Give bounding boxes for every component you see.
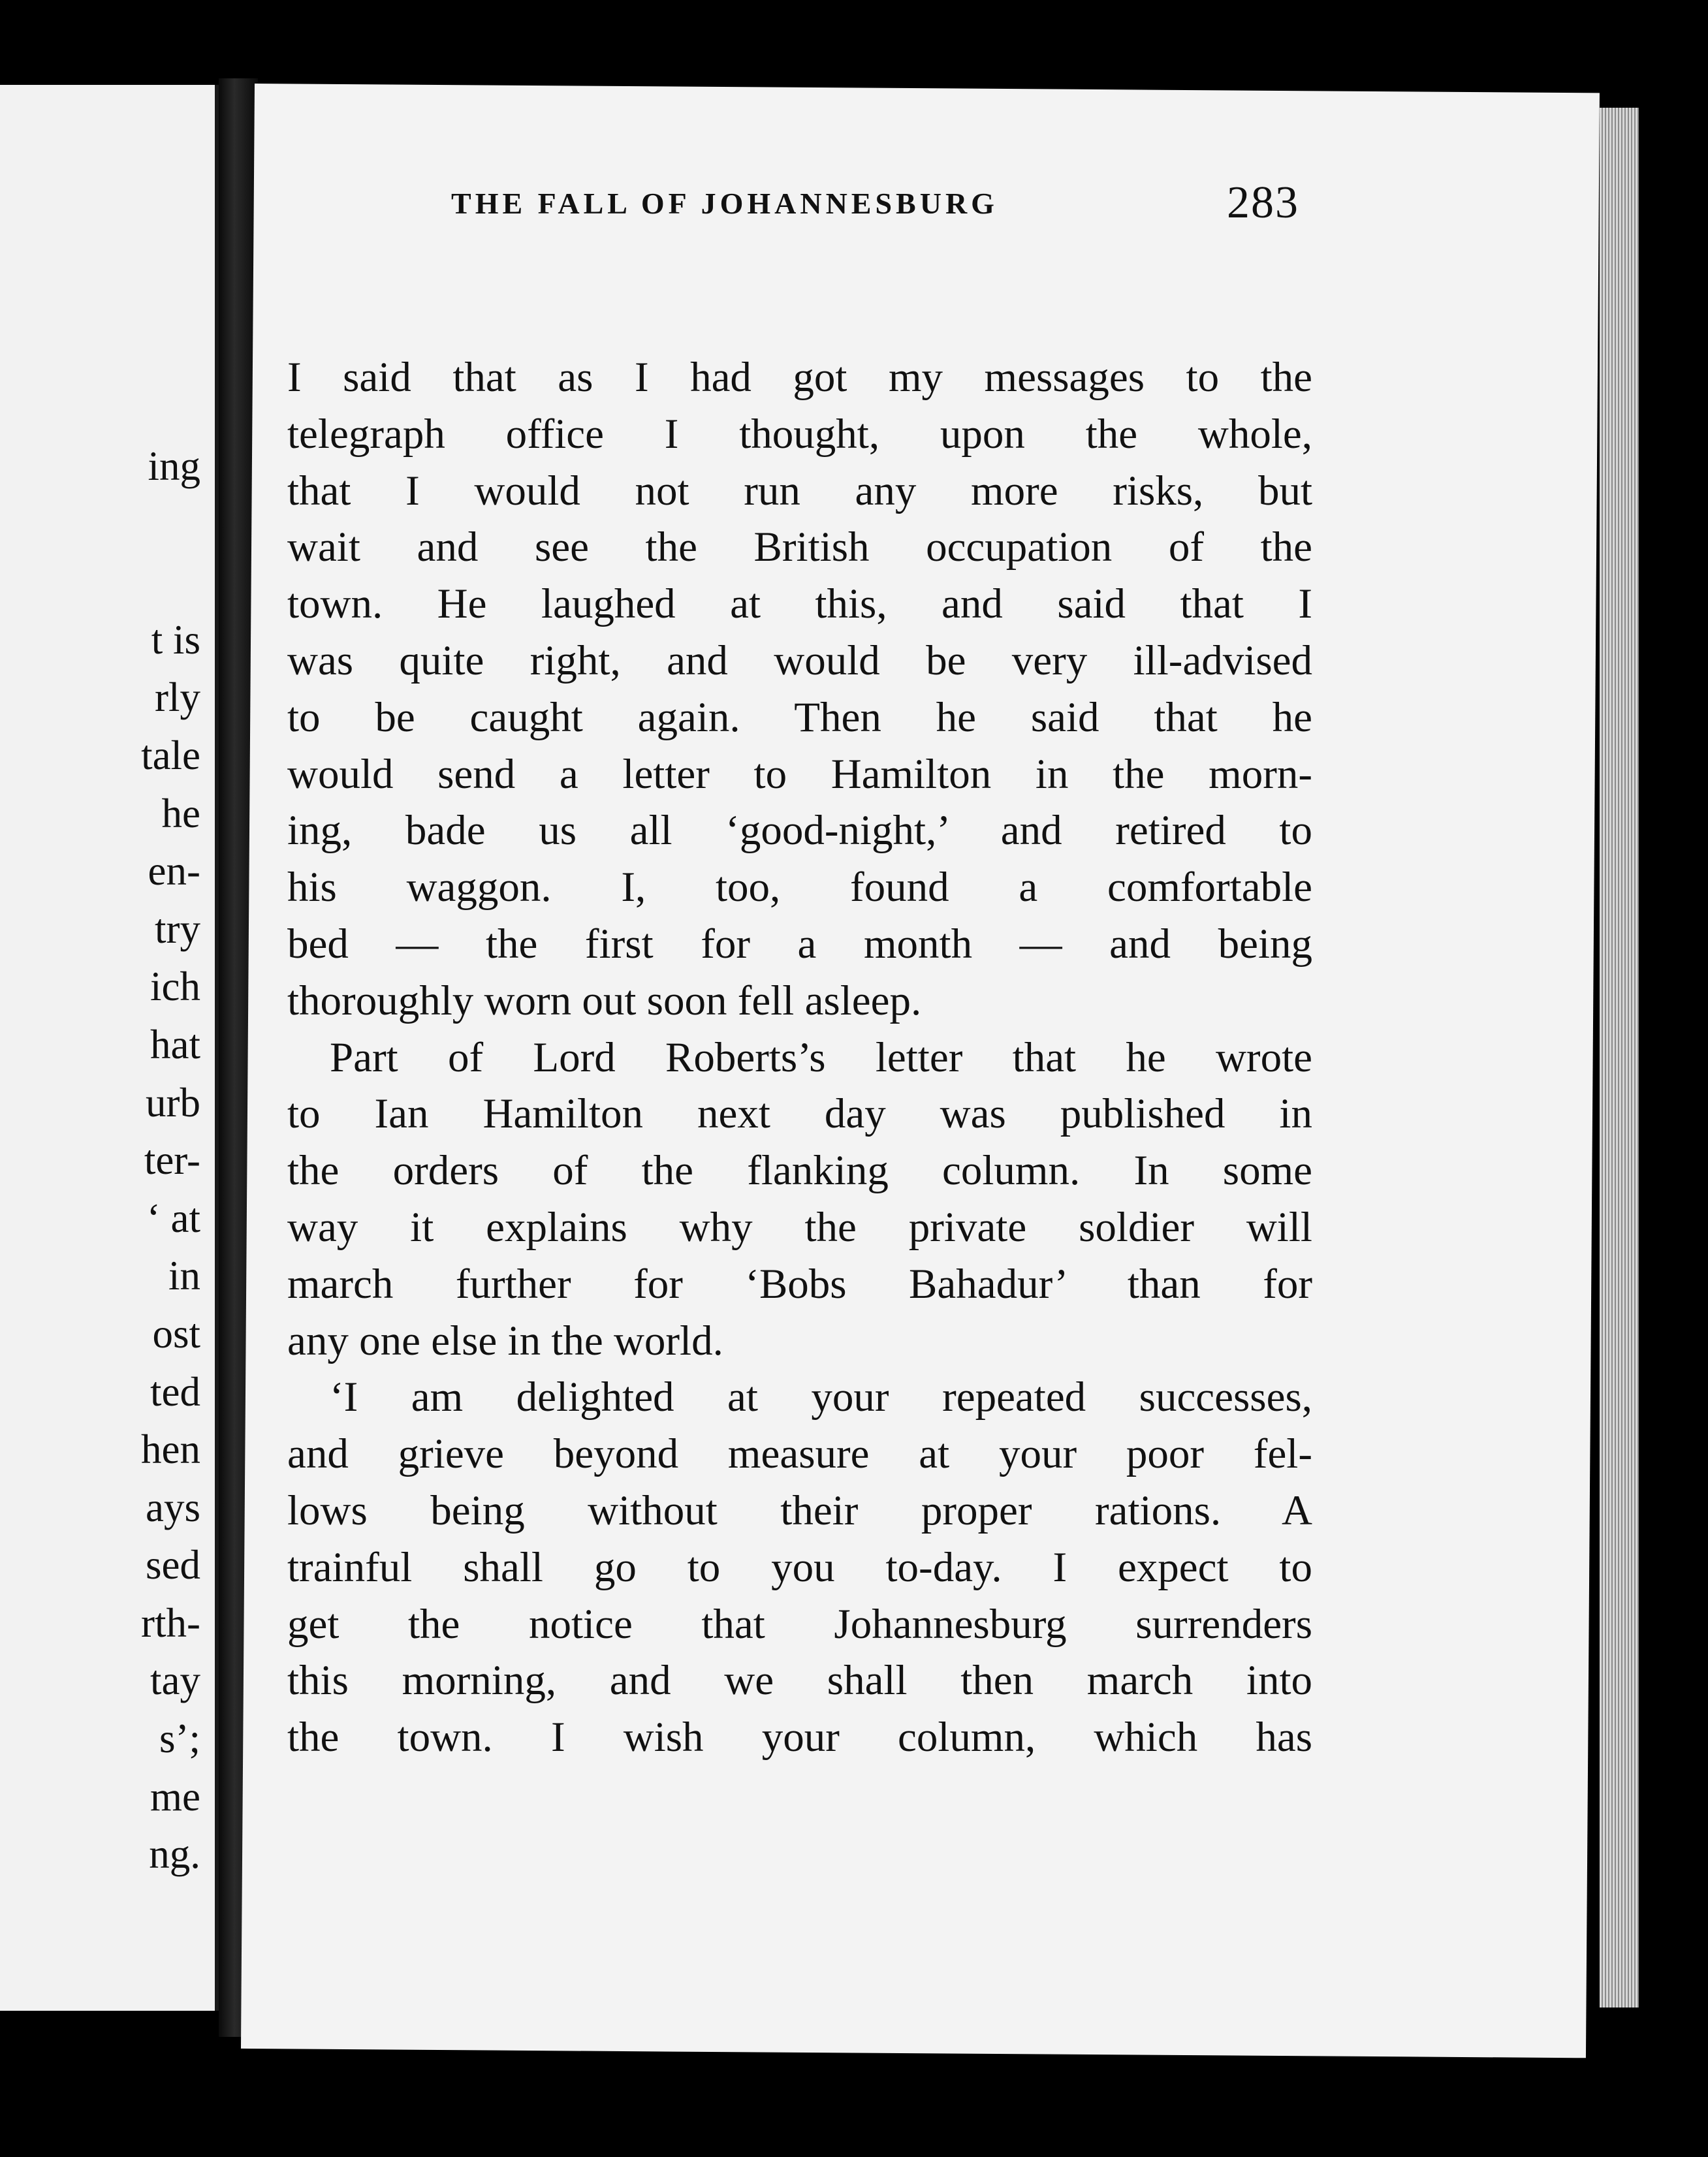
page-number: 283 — [1227, 178, 1299, 228]
text-line: the orders of the flanking column. In some — [287, 1147, 1312, 1195]
facing-line-fragment: ing — [148, 443, 200, 489]
text-line: town. He laughed at this, and said that I — [287, 580, 1312, 628]
facing-line-fragment: ng. — [149, 1831, 200, 1878]
text-line: get the notice that Johannesburg surrenders — [287, 1600, 1312, 1648]
facing-line-fragment: ays — [146, 1484, 200, 1530]
facing-line-fragment: en- — [148, 848, 200, 894]
facing-line-fragment: ter- — [144, 1137, 200, 1184]
facing-page-text — [5, 437, 200, 1883]
running-title: THE FALL OF JOHANNESBURG — [451, 187, 998, 220]
running-head — [300, 173, 1299, 238]
facing-line-fragment: t is — [151, 616, 200, 663]
text-line: bed — the first for a month — and being — [287, 920, 1312, 968]
text-line: to be caught again. Then he said that he — [287, 693, 1312, 741]
text-line: trainful shall go to you to-day. I expect to — [287, 1543, 1312, 1591]
text-line: Part of Lord Roberts’s letter that he wrote — [330, 1033, 1312, 1081]
facing-page — [0, 85, 219, 2011]
facing-line-fragment: in — [168, 1253, 200, 1299]
text-line: thoroughly worn out soon fell asleep. — [287, 977, 922, 1024]
facing-line-fragment: me — [150, 1773, 200, 1819]
text-line: lows being without their proper rations. A — [287, 1487, 1312, 1534]
facing-line-fragment: rth- — [141, 1599, 200, 1646]
text-line: this morning, and we shall then march into — [287, 1657, 1312, 1705]
text-line: wait and see the British occupation of the — [287, 524, 1312, 571]
facing-line-fragment: ‘ at — [146, 1195, 200, 1241]
page-edge-stack — [1600, 108, 1639, 2007]
facing-line-fragment: ost — [152, 1310, 200, 1357]
facing-line-fragment: try — [155, 905, 200, 952]
facing-line-fragment: tale — [141, 732, 200, 778]
facing-line-fragment: hat — [150, 1021, 200, 1067]
text-line: the town. I wish your column, which has — [287, 1714, 1312, 1761]
facing-line-fragment: ted — [150, 1368, 200, 1415]
facing-line-fragment: he — [161, 790, 200, 836]
facing-line-fragment: hen — [141, 1426, 200, 1473]
text-line: ‘I am delighted at your repeated successes, — [330, 1374, 1312, 1421]
text-line: telegraph office I thought, upon the whole, — [287, 410, 1312, 458]
text-line: I said that as I had got my messages to the — [287, 354, 1312, 401]
facing-line-fragment: ich — [150, 964, 200, 1010]
text-line: would send a letter to Hamilton in the morn- — [287, 750, 1312, 798]
body-text — [287, 349, 1312, 1766]
text-line: way it explains why the private soldier will — [287, 1203, 1312, 1251]
text-line: any one else in the world. — [287, 1317, 723, 1364]
text-line: and grieve beyond measure at your poor fel- — [287, 1430, 1312, 1478]
facing-line-fragment — [5, 553, 200, 611]
text-line: his waggon. I, too, found a comfortable — [287, 864, 1312, 911]
facing-line-fragment: tay — [150, 1658, 200, 1704]
text-line: to Ian Hamilton next day was published in — [287, 1090, 1312, 1138]
text-line: ing, bade us all ‘good-night,’ and retired to — [287, 807, 1312, 855]
facing-line-fragment — [5, 496, 200, 554]
facing-line-fragment: urb — [146, 1079, 200, 1126]
text-line: that I would not run any more risks, but — [287, 467, 1312, 514]
text-line: march further for ‘Bobs Bahadur’ than for — [287, 1260, 1312, 1308]
facing-line-fragment: rly — [155, 674, 200, 721]
text-line: was quite right, and would be very ill-advised — [287, 637, 1312, 684]
facing-line-fragment: s’; — [159, 1716, 200, 1762]
facing-line-fragment: sed — [146, 1542, 200, 1588]
